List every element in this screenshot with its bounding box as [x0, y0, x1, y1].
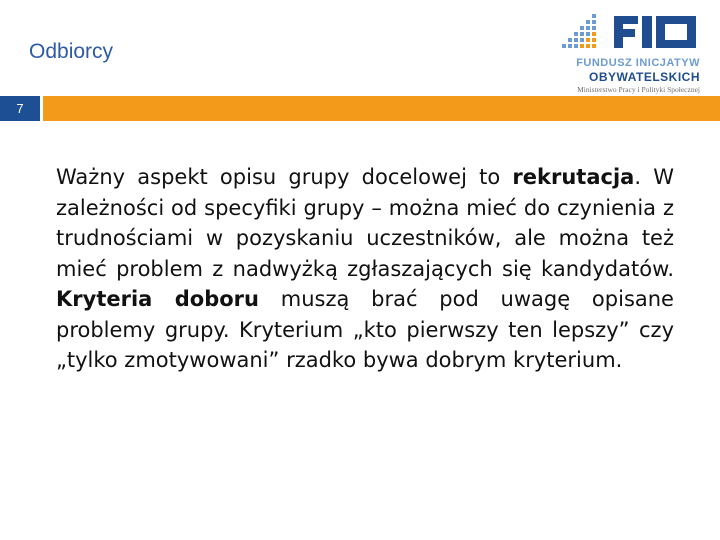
logo-line-2: OBYWATELSKICH [589, 70, 700, 84]
header-accent-bar [43, 96, 720, 121]
body-emphasis-kryteria: Kryteria doboru [56, 287, 259, 311]
logo-ministry: Ministerstwo Pracy i Polityki Społecznej [577, 85, 700, 94]
body-text-segment: muszą brać pod uwagę opisane problemy grupy. Kryterium „kto pierwszy ten lepszy” czy „tylko zmotywowani” rzadko bywa dobrym kryterium. [56, 287, 674, 372]
fio-logo-mark-icon [556, 8, 706, 56]
slide-title: Odbiorcy [29, 40, 114, 63]
body-paragraph [56, 162, 674, 376]
fio-logo [556, 8, 706, 96]
logo-line-1: FUNDUSZ INICJATYW [576, 57, 700, 69]
slide-number: 7 [16, 101, 24, 116]
body-text-segment: . W zależności od specyfiki grupy – można mieć do czynienia z trudnościami w pozyskaniu uczestników, ale można też mieć problem z nadwyżką zgłaszających się kandydatów. [56, 165, 674, 281]
body-emphasis-rekrutacja: rekrutacja [512, 165, 635, 189]
body-text-segment: Ważny aspekt opisu grupy docelowej to [56, 165, 513, 189]
